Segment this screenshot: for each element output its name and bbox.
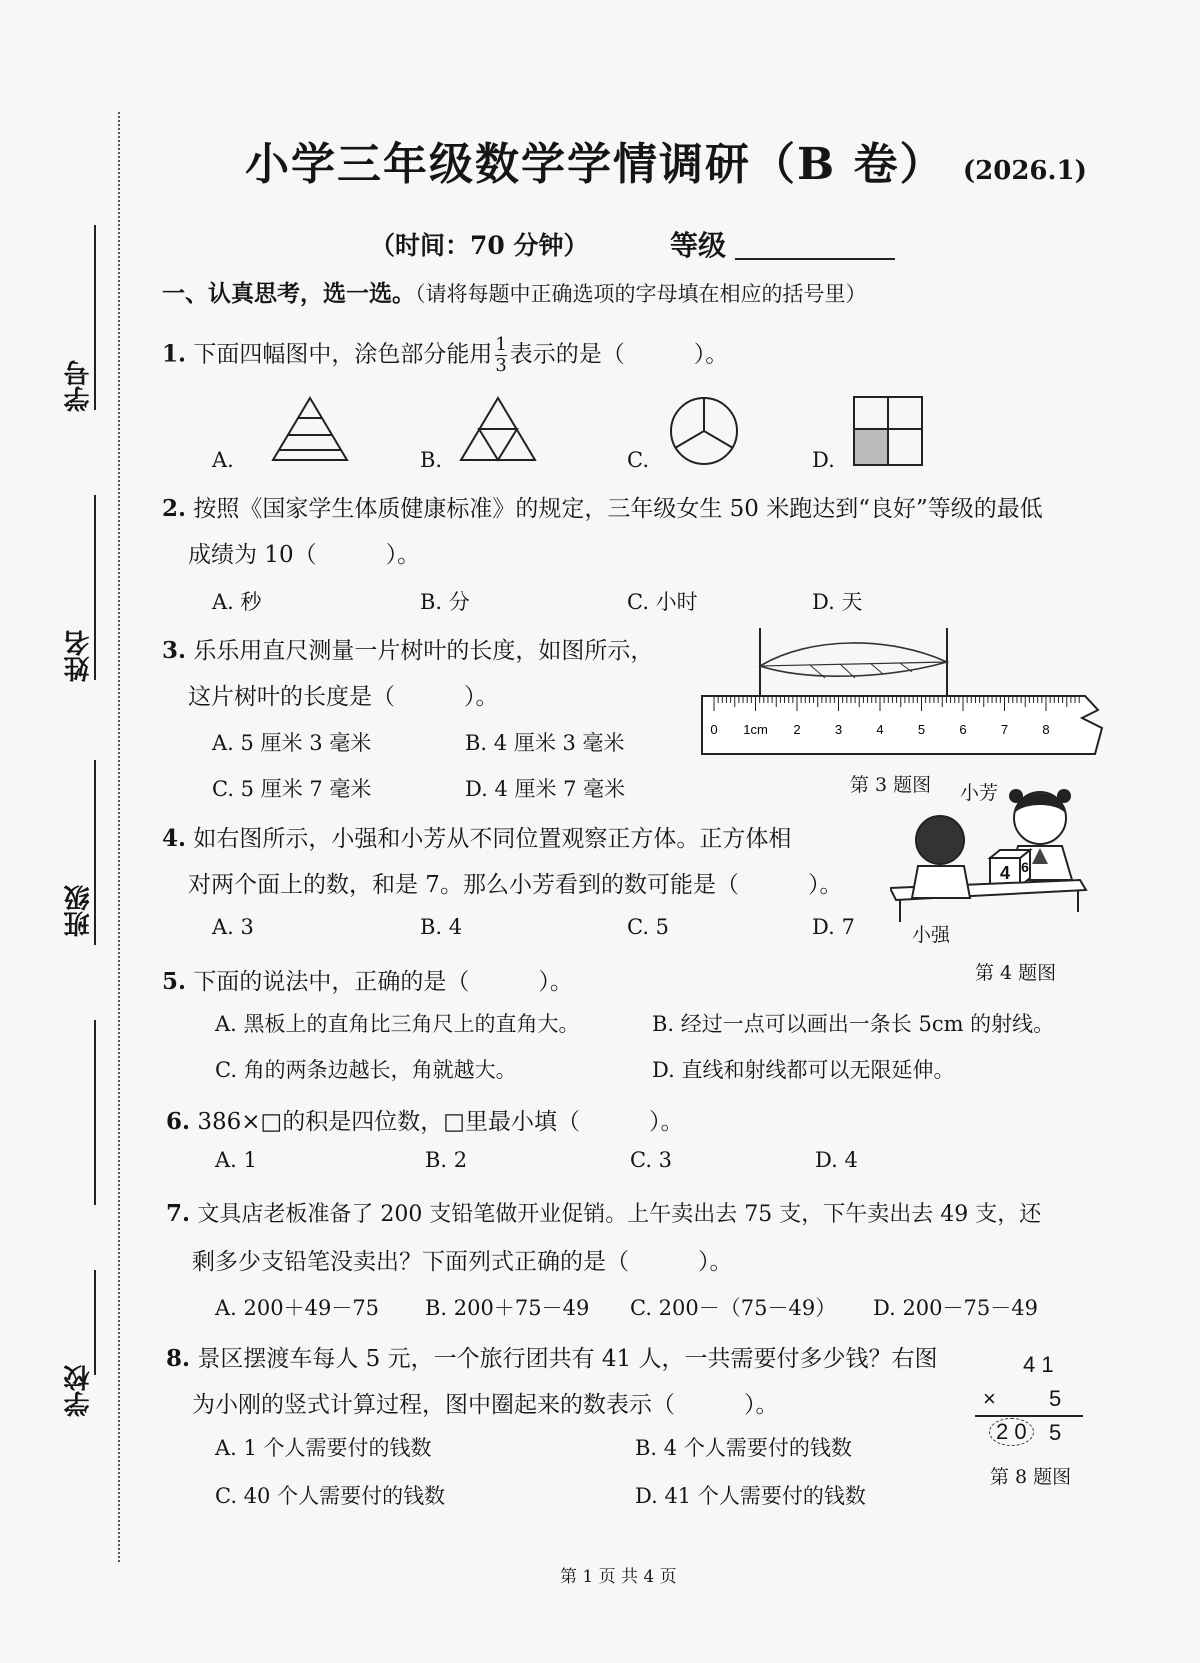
q1-figure-d-square-shaded xyxy=(852,395,924,467)
q8-option-d[interactable]: D. 41 个人需要付的钱数 xyxy=(635,1484,866,1508)
girl-hair-bun xyxy=(1009,789,1023,803)
section-number: 一、 xyxy=(162,280,208,307)
ruler-label: 5 xyxy=(917,722,926,737)
question-text: 按照《国家学生体质健康标准》的规定，三年级女生 50 米跑达到“良好”等级的最低 xyxy=(193,496,1043,522)
section-title: 认真思考，选一选。 xyxy=(208,280,415,307)
q3-ruler-figure xyxy=(700,626,1120,756)
calc-circled-digits: 2 0 xyxy=(989,1418,1034,1446)
question-number: 5. xyxy=(162,968,187,995)
title-text: 小学三年级数学学情调研（B 卷） xyxy=(245,139,946,190)
q4-girl-label: 小芳 xyxy=(960,782,999,804)
calc-last-digit: 5 xyxy=(1049,1420,1062,1445)
q4-boy-label: 小强 xyxy=(912,924,951,946)
boy-head xyxy=(916,816,964,864)
leaf-vein xyxy=(760,662,947,666)
q2-option-b[interactable]: B. 分 xyxy=(420,590,470,614)
page-title xyxy=(245,128,1087,192)
ruler-label: 3 xyxy=(834,722,843,737)
leaf-outline xyxy=(760,643,947,676)
girl-hair-bun xyxy=(1057,789,1071,803)
q3-option-a[interactable]: A. 5 厘米 3 毫米 xyxy=(212,731,372,755)
question-number: 2. xyxy=(162,495,187,522)
question-7-line2: 剩多少支铅笔没卖出？下面列式正确的是（ ）。 xyxy=(192,1249,733,1275)
school-label: 学校 xyxy=(64,1365,94,1417)
q1-option-a[interactable]: A. xyxy=(212,448,234,472)
class-label: 班级 xyxy=(64,885,94,937)
question-8-line2: 为小刚的竖式计算过程，图中圈起来的数表示（ ）。 xyxy=(192,1392,779,1418)
q8-vertical-calculation xyxy=(975,1352,1085,1472)
question-text: 乐乐用直尺测量一片树叶的长度，如图所示， xyxy=(193,638,654,664)
question-text: 景区摆渡车每人 5 元，一个旅行团共有 41 人，一共需要付多少钱？右图 xyxy=(197,1346,938,1372)
calc-multiplicand: 4 1 xyxy=(1023,1352,1054,1377)
q1-figure-a-triangle-stripes xyxy=(270,395,350,463)
question-number: 4. xyxy=(162,825,187,852)
calc-operator: × xyxy=(983,1386,996,1411)
section-instruction: （请将每题中正确选项的字母填在相应的括号里） xyxy=(415,282,867,306)
ruler-label: 0 xyxy=(710,722,718,737)
q1-option-d[interactable]: D. xyxy=(812,448,835,472)
q3-option-d[interactable]: D. 4 厘米 7 毫米 xyxy=(465,777,626,801)
question-number: 8. xyxy=(166,1345,191,1372)
question-2 xyxy=(162,490,1043,523)
q7-option-b[interactable]: B. 200＋75－49 xyxy=(425,1296,590,1320)
q5-option-c[interactable]: C. 角的两条边越长，角就越大。 xyxy=(215,1058,517,1082)
q3-option-c[interactable]: C. 5 厘米 7 毫米 xyxy=(212,777,372,801)
question-text: 如右图所示，小强和小芳从不同位置观察正方体。正方体相 xyxy=(193,826,792,852)
ruler-label: 1cm xyxy=(743,722,768,737)
q1-figure-b-triangle-split xyxy=(458,395,538,463)
question-7 xyxy=(166,1197,1041,1228)
q6-option-d[interactable]: D. 4 xyxy=(815,1148,858,1172)
q5-option-d[interactable]: D. 直线和射线都可以无限延伸。 xyxy=(652,1058,955,1082)
calc-multiplier: 5 xyxy=(1049,1386,1062,1411)
school-field-line-2[interactable] xyxy=(94,1270,96,1375)
boy-body xyxy=(912,866,970,898)
cube-front-number: 4 xyxy=(999,863,1011,883)
q2-option-c[interactable]: C. 小时 xyxy=(627,590,698,614)
q7-option-a[interactable]: A. 200＋49－75 xyxy=(215,1296,380,1320)
ruler-label: 8 xyxy=(1042,722,1050,737)
question-text: 文具店老板准备了 200 支铅笔做开业促销。上午卖出去 75 支，下午卖出去 49 支，还 xyxy=(197,1202,1042,1227)
student-no-label: 学号 xyxy=(64,360,94,412)
calc-rule xyxy=(975,1415,1083,1417)
question-3 xyxy=(162,632,653,665)
fraction-one-third xyxy=(495,335,506,376)
question-1 xyxy=(162,335,728,376)
q8-option-a[interactable]: A. 1 个人需要付的钱数 xyxy=(215,1436,432,1460)
question-number: 6. xyxy=(166,1108,191,1135)
question-text-after: 表示的是（ ）。 xyxy=(509,341,729,368)
ruler-label: 7 xyxy=(1000,722,1009,737)
q8-option-b[interactable]: B. 4 个人需要付的钱数 xyxy=(635,1436,852,1460)
q8-figure-caption: 第 8 题图 xyxy=(990,1466,1072,1488)
page-number: 第 1 页 共 4 页 xyxy=(560,1567,677,1587)
title-date: (2026.1) xyxy=(962,156,1087,186)
q4-option-c[interactable]: C. 5 xyxy=(627,915,670,939)
q4-option-b[interactable]: B. 4 xyxy=(420,915,463,939)
exam-time: （时间：70 分钟） xyxy=(370,231,589,260)
binding-dotted-line xyxy=(118,112,120,1562)
fraction-denominator: 3 xyxy=(495,355,507,376)
q4-option-d[interactable]: D. 7 xyxy=(812,915,855,939)
q4-option-a[interactable]: A. 3 xyxy=(212,915,254,939)
grade-label: 等级 xyxy=(670,229,727,262)
question-5 xyxy=(162,963,573,996)
q6-option-a[interactable]: A. 1 xyxy=(215,1148,257,1172)
question-8 xyxy=(166,1340,937,1373)
fraction-numerator: 1 xyxy=(495,334,507,355)
question-2-line2: 成绩为 10（ ）。 xyxy=(188,542,421,568)
question-text: 下面四幅图中，涂色部分能用 xyxy=(193,341,493,368)
leaf-vein xyxy=(870,663,883,674)
q1-option-c[interactable]: C. xyxy=(627,448,649,472)
question-6 xyxy=(166,1103,683,1136)
q3-option-b[interactable]: B. 4 厘米 3 毫米 xyxy=(465,731,625,755)
q7-option-d[interactable]: D. 200－75－49 xyxy=(873,1296,1038,1320)
question-number: 7. xyxy=(166,1200,191,1227)
q2-option-a[interactable]: A. 秒 xyxy=(212,590,262,614)
question-text: 下面的说法中，正确的是（ ）。 xyxy=(193,969,573,995)
cube-side-number: 6 xyxy=(1021,859,1029,875)
ruler-label: 2 xyxy=(793,722,801,737)
q5-option-a[interactable]: A. 黑板上的直角比三角尺上的直角大。 xyxy=(215,1012,580,1036)
question-3-line2: 这片树叶的长度是（ ）。 xyxy=(188,684,499,710)
section-heading xyxy=(162,275,867,308)
question-4-line2: 对两个面上的数，和是 7。那么小芳看到的数可能是（ ）。 xyxy=(188,872,843,898)
ruler-label: 4 xyxy=(876,722,884,737)
ruler-label: 6 xyxy=(959,722,967,737)
question-text: 386×□的积是四位数，□里最小填（ ）。 xyxy=(197,1109,684,1135)
question-number: 3. xyxy=(162,637,187,664)
question-number: 1. xyxy=(162,340,187,368)
question-4 xyxy=(162,820,791,853)
grade-field-line[interactable] xyxy=(735,258,895,260)
q8-option-c[interactable]: C. 40 个人需要付的钱数 xyxy=(215,1484,446,1508)
q6-option-b[interactable]: B. 2 xyxy=(425,1148,468,1172)
q3-figure-caption: 第 3 题图 xyxy=(850,774,932,796)
q4-figure-caption: 第 4 题图 xyxy=(975,962,1057,984)
q7-option-c[interactable]: C. 200－（75－49） xyxy=(630,1296,837,1320)
q5-option-b[interactable]: B. 经过一点可以画出一条长 5cm 的射线。 xyxy=(652,1012,1055,1036)
q1-option-b[interactable]: B. xyxy=(420,448,443,472)
q1-figure-c-circle-thirds xyxy=(668,395,740,467)
q6-option-c[interactable]: C. 3 xyxy=(630,1148,673,1172)
q2-option-d[interactable]: D. 天 xyxy=(812,590,863,614)
school-field-line[interactable] xyxy=(94,1020,96,1205)
name-label: 姓名 xyxy=(64,630,94,682)
